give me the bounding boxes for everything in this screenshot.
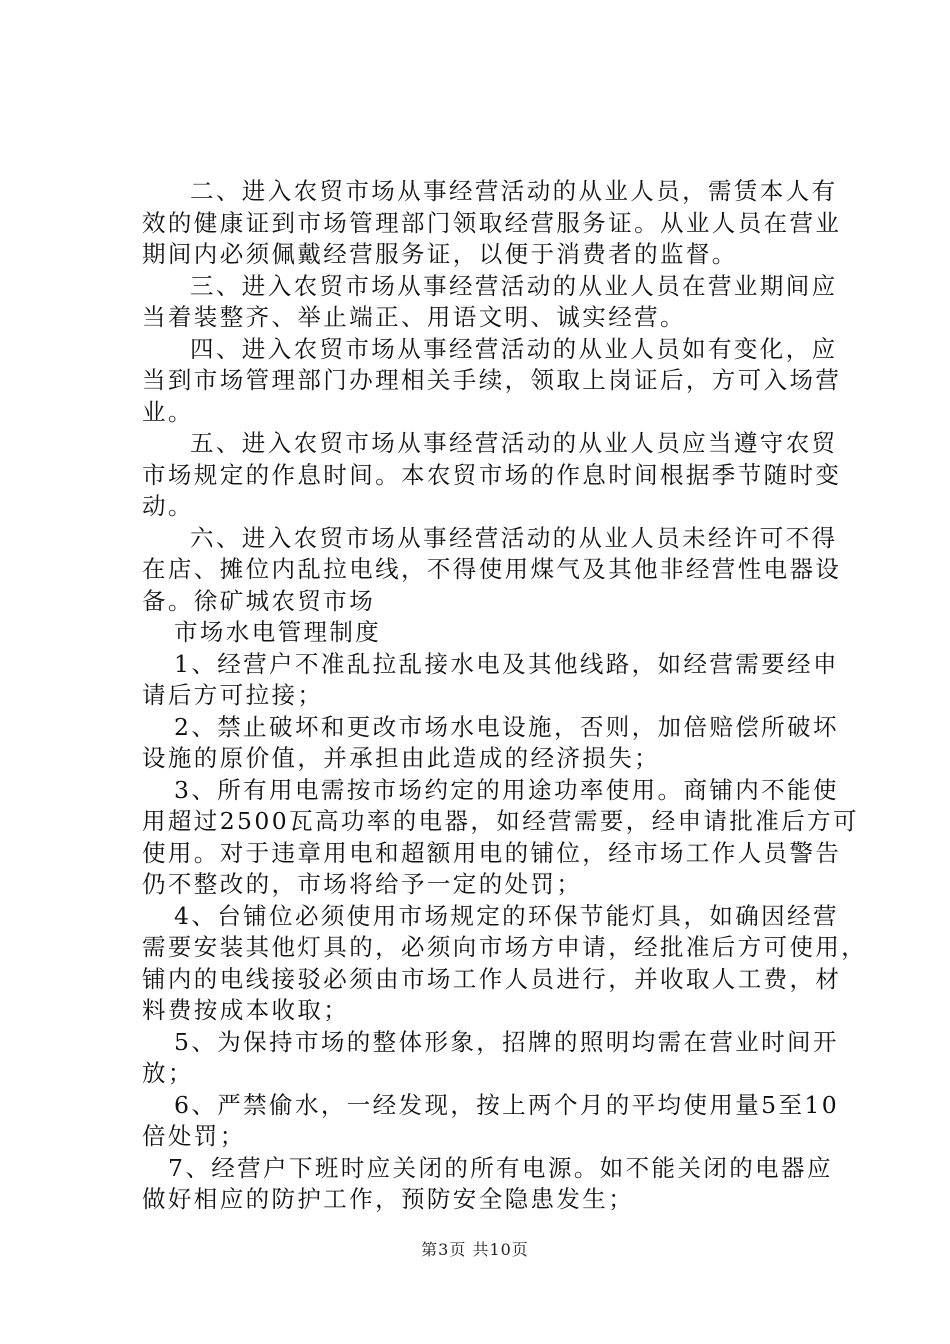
text-line: 1、经营户不准乱拉乱接水电及其他线路，如经营需要经申 — [174, 649, 839, 678]
rule-4 — [142, 901, 868, 1027]
paragraph-item-6 — [142, 523, 842, 618]
text-line: 3、所有用电需按市场约定的用途功率使用。商铺内不能使 — [174, 775, 839, 804]
text-line: 动。 — [142, 492, 194, 520]
text-line: 在店、摊位内乱拉电线，不得使用煤气及其他非经营性电器设 — [142, 555, 842, 583]
text-line: 铺内的电线接驳必须由市场工作人员进行，并收取人工费，材 — [142, 964, 842, 993]
text-line: 6、严禁偷水，一经发现，按上两个月的平均使用量5至10 — [174, 1090, 840, 1119]
paragraph-item-2 — [142, 176, 842, 271]
section-title: 市场水电管理制度 — [174, 618, 382, 646]
text-line: 四、进入农贸市场从事经营活动的从业人员如有变化，应 — [190, 334, 838, 363]
text-line: 设施的原价值，并承担由此造成的经济损失； — [142, 744, 660, 772]
text-line: 2、禁止破坏和更改市场水电设施，否则，加倍赔偿所破坏 — [174, 712, 839, 741]
text-line: 料费按成本收取； — [142, 996, 350, 1024]
rule-1 — [142, 649, 842, 712]
text-line: 需要安装其他灯具的，必须向市场方申请，经批准后方可使用， — [142, 933, 868, 961]
text-line: 业。 — [142, 397, 194, 426]
text-line: 当着装整齐、举止端正、用语文明、诚实经营。 — [142, 303, 686, 331]
rule-3 — [142, 775, 859, 901]
text-line: 4、台铺位必须使用市场规定的环保节能灯具，如确因经营 — [174, 901, 839, 930]
document-body — [142, 176, 868, 1216]
paragraph-item-5 — [142, 428, 842, 523]
paragraph-item-4 — [142, 334, 842, 429]
text-line: 仍不整改的，市场将给予一定的处罚； — [142, 870, 583, 898]
text-line: 三、进入农贸市场从事经营活动的从业人员在营业期间应 — [190, 271, 838, 300]
text-line: 当到市场管理部门办理相关手续，领取上岗证后，方可入场营 — [142, 366, 842, 394]
text-line: 做好相应的防护工作，预防安全隐患发生； — [142, 1185, 635, 1213]
text-line: 期间内必须佩戴经营服务证，以便于消费者的监督。 — [142, 240, 738, 268]
text-line: 效的健康证到市场管理部门领取经营服务证。从业人员在营业 — [142, 208, 842, 237]
text-line: 六、进入农贸市场从事经营活动的从业人员未经许可不得 — [190, 523, 838, 552]
paragraph-item-3 — [142, 271, 842, 334]
text-line: 二、进入农贸市场从事经营活动的从业人员，需赁本人有 — [190, 177, 838, 205]
text-line: 使用。对于违章用电和超额用电的铺位，经市场工作人员警告 — [142, 838, 842, 867]
text-line: 五、进入农贸市场从事经营活动的从业人员应当遵守农贸 — [190, 429, 838, 457]
page-number: 第3页 共10页 — [421, 1240, 529, 1259]
text-line: 5、为保持市场的整体形象，招牌的照明均需在营业时间开 — [174, 1027, 839, 1056]
rule-5 — [142, 1027, 842, 1090]
rule-7 — [142, 1153, 842, 1216]
rule-6 — [142, 1090, 842, 1153]
text-line: 市场规定的作息时间。本农贸市场的作息时间根据季节随时变 — [142, 460, 842, 489]
text-line: 请后方可拉接； — [142, 681, 324, 709]
text-line: 放； — [142, 1059, 194, 1087]
text-line: 7、经营户下班时应关闭的所有电源。如不能关闭的电器应 — [168, 1153, 833, 1182]
rule-2 — [142, 712, 842, 775]
text-line: 备。徐矿城农贸市场 — [142, 586, 376, 615]
text-line: 用超过2500瓦高功率的电器，如经营需要，经申请批准后方可 — [142, 807, 859, 835]
text-line: 倍处罚； — [142, 1122, 246, 1150]
